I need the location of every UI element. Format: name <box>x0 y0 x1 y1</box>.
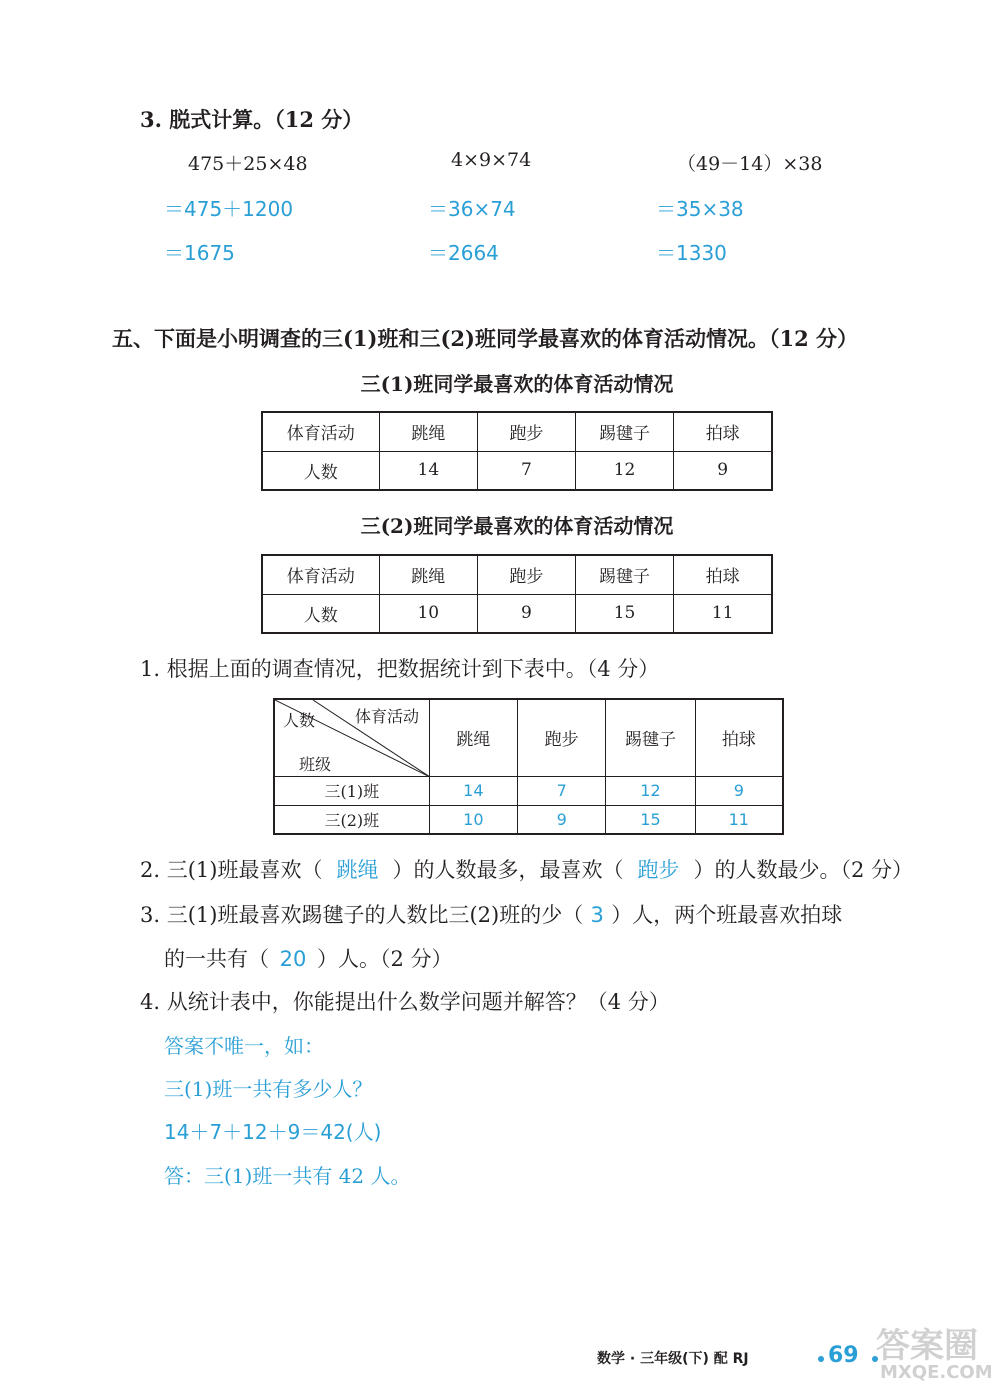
corner-label-count: 人数 <box>283 711 316 730</box>
table-cell: 体育活动 <box>262 555 379 594</box>
table-cell: 11 <box>674 594 772 633</box>
table-cell: 体育活动 <box>262 412 379 451</box>
answer-cell: 12 <box>606 776 695 805</box>
table-cell: 14 <box>379 451 478 490</box>
table-cell: 9 <box>674 451 772 490</box>
calc-step-2: ＝1330 <box>656 241 727 265</box>
corner-label-class: 班级 <box>299 755 332 774</box>
q4-answer-line: 答案不唯一，如： <box>164 1034 324 1058</box>
combined-row-class2 <box>274 805 783 834</box>
table-cell: 跳绳 <box>379 412 478 451</box>
table2-header-row <box>262 555 772 594</box>
combined-row-class1 <box>274 776 783 805</box>
table-cell: 15 <box>575 594 674 633</box>
table1-header-row <box>262 412 772 451</box>
q2-line <box>140 854 913 884</box>
table-cell: 拍球 <box>695 699 783 776</box>
combined-table <box>273 698 784 835</box>
corner-label-activity: 体育活动 <box>355 707 420 726</box>
table-cell: 跑步 <box>478 412 576 451</box>
table-cell: 7 <box>478 451 576 490</box>
section5-title: 五、下面是小明调查的三(1)班和三(2)班同学最喜欢的体育活动情况。（12 分） <box>112 326 858 351</box>
watermark-logo-text: 答案圈 <box>876 1326 978 1366</box>
calc-step-1: ＝35×38 <box>656 197 744 221</box>
table-cell: 踢毽子 <box>606 699 695 776</box>
table-cell: 拍球 <box>674 555 772 594</box>
calc-step-2: ＝1675 <box>164 241 235 265</box>
q3-calc-title: 3. 脱式计算。（12 分） <box>140 107 364 132</box>
q3-answer-2: 20 <box>279 947 307 971</box>
page-dot-left <box>818 1356 824 1362</box>
footer-text: 数学 · 三年级(下) 配 RJ <box>597 1351 749 1367</box>
calc-expression: 4×9×74 <box>451 149 532 171</box>
q1-title: 1. 根据上面的调查情况，把数据统计到下表中。（4 分） <box>140 657 660 681</box>
page-number: 69 <box>828 1343 859 1368</box>
q3-answer-1: 3 <box>590 903 604 927</box>
answer-cell: 9 <box>695 776 783 805</box>
q4-answer-line: 三(1)班一共有多少人？ <box>164 1077 373 1101</box>
calc-step-1: ＝475＋1200 <box>164 197 294 221</box>
answer-cell: 15 <box>606 805 695 834</box>
table-cell: 跑步 <box>478 555 576 594</box>
answer-cell: 9 <box>518 805 606 834</box>
table-cell: 人数 <box>262 451 379 490</box>
table-cell: 12 <box>575 451 674 490</box>
diagonal-header-cell <box>274 699 429 776</box>
answer-cell: 11 <box>695 805 783 834</box>
table-cell: 拍球 <box>674 412 772 451</box>
q2-text-3: ）的人数最少。（2 分） <box>693 858 914 882</box>
q4-answer-line: 14＋7＋12＋9＝42(人) <box>164 1120 382 1144</box>
table2-data-row <box>262 594 772 633</box>
combined-header-row <box>274 699 783 776</box>
table1-caption: 三(1)班同学最喜欢的体育活动情况 <box>360 372 674 396</box>
table-cell: 跳绳 <box>429 699 517 776</box>
q2-answer-2: 跑步 <box>637 858 680 882</box>
calc-step-2: ＝2664 <box>428 241 499 265</box>
table-cell: 三(2)班 <box>274 805 429 834</box>
table-cell: 踢毽子 <box>575 412 674 451</box>
q3-line-1 <box>140 899 842 929</box>
q4-answer-line: 答：三(1)班一共有 42 人。 <box>164 1164 411 1188</box>
q3-text-2: ）人，两个班最喜欢拍球 <box>611 903 843 927</box>
table-cell: 跑步 <box>518 699 606 776</box>
q3-text-4: ）人。（2 分） <box>317 947 453 971</box>
q3-text-1: 3. 三(1)班最喜欢踢毽子的人数比三(2)班的少（ <box>140 903 584 927</box>
table2 <box>261 554 773 634</box>
table-cell: 跳绳 <box>379 555 478 594</box>
table1-data-row <box>262 451 772 490</box>
calc-expression: （49－14）×38 <box>677 153 823 175</box>
table-cell: 人数 <box>262 594 379 633</box>
q2-text-2: ）的人数最多，最喜欢（ <box>392 858 624 882</box>
answer-cell: 10 <box>429 805 517 834</box>
watermark-url: MXQE.COM <box>880 1362 993 1383</box>
q4-title: 4. 从统计表中，你能提出什么数学问题并解答？（4 分） <box>140 990 670 1014</box>
q2-answer-1: 跳绳 <box>336 858 379 882</box>
calc-expression: 475＋25×48 <box>188 153 308 175</box>
answer-cell: 7 <box>518 776 606 805</box>
table1 <box>261 411 773 491</box>
table-cell: 9 <box>478 594 576 633</box>
table-cell: 10 <box>379 594 478 633</box>
table2-caption: 三(2)班同学最喜欢的体育活动情况 <box>360 514 674 538</box>
table-cell: 踢毽子 <box>575 555 674 594</box>
q3-line-2 <box>164 943 453 973</box>
table-cell: 三(1)班 <box>274 776 429 805</box>
q3-text-3: 的一共有（ <box>164 947 269 971</box>
answer-cell: 14 <box>429 776 517 805</box>
calc-step-1: ＝36×74 <box>428 197 516 221</box>
q2-text-1: 2. 三(1)班最喜欢（ <box>140 858 323 882</box>
